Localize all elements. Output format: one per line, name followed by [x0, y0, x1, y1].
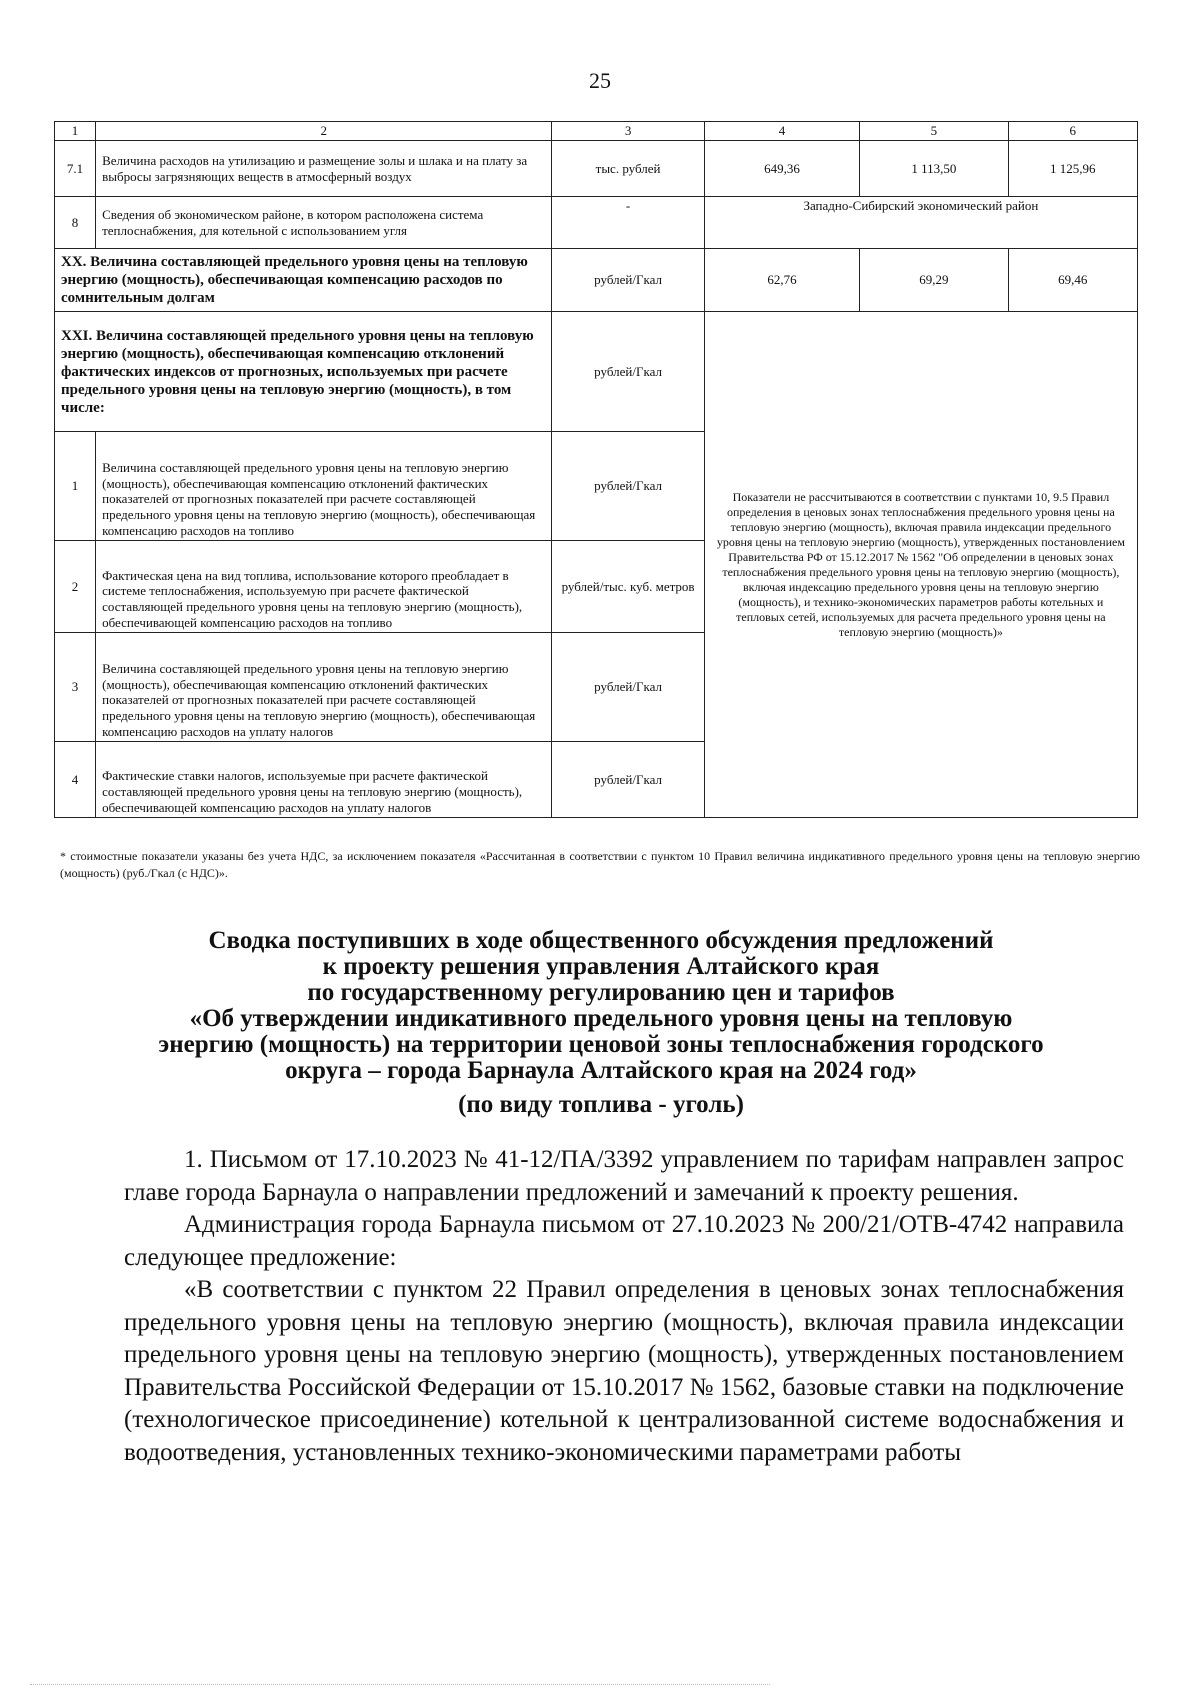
- value-cell: 1 125,96: [1008, 141, 1137, 197]
- heading-line: Сводка поступивших в ходе общественного обсуждения предложений: [208, 927, 994, 954]
- body-text: [124, 1144, 1124, 1469]
- header-cell: 3: [552, 122, 704, 141]
- paragraph: «В соответствии с пунктом 22 Правил определения в ценовых зонах теплоснабжения предельного уровня цены на тепловую энергию (мощность), включая правила индексации предельного уровня цены на тепловую энергию (мощность), утвержденных постановлением Правительства Российской Федерации от 15.10.2017 № 1562, базовые ставки на подключение (технологическое присоединение) котельной к централизованной системе водоснабжения и водоотведения, установленных технико-экономическими параметрами работы: [124, 1276, 1124, 1466]
- heading-line: по государственному регулированию цен и тарифов: [307, 979, 895, 1006]
- heading-line: к проекту решения управления Алтайского края: [322, 953, 880, 980]
- row-unit: -: [552, 197, 704, 249]
- row-unit: рублей/Гкал: [552, 249, 704, 312]
- header-cell: 1: [55, 122, 96, 141]
- heading-line: энергию (мощность) на территории ценовой зоны теплоснабжения городского: [158, 1031, 1044, 1058]
- row-label: Фактические ставки налогов, используемые при расчете фактической составляющей предельного уровня цены на тепловую энергию (мощность), обеспечивающей компенсацию расходов на уплату налогов: [96, 742, 552, 818]
- heading-line: (по виду топлива - уголь): [458, 1091, 744, 1118]
- row-number: 4: [55, 742, 96, 818]
- row-label: Сведения об экономическом районе, в котором расположена система теплоснабжения, для котельной с использованием угля: [96, 197, 552, 249]
- row-unit: рублей/Гкал: [552, 432, 704, 541]
- row-number: 1: [55, 432, 96, 541]
- table-footnote: * стоимостные показатели указаны без учета НДС, за исключением показателя «Рассчитанная в соответствии с пунктом 10 Правил величина индикативного предельного уровня цены на тепловую энергию (мощность) (руб./Гкал (с НДС)».: [60, 849, 1140, 880]
- summary-heading: [54, 928, 1148, 1118]
- header-cell: 6: [1008, 122, 1137, 141]
- row-unit: рублей/Гкал: [552, 742, 704, 818]
- section-label-xxi: XXI. Величина составляющей предельного уровня цены на тепловую энергию (мощность), обеспечивающая компенсацию отклонений фактических индексов от прогнозных, используемых при расчете предельного уровня цены на тепловую энергию (мощность), в том числе:: [55, 312, 552, 432]
- value-cell: 69,29: [860, 249, 1008, 312]
- header-cell: 4: [704, 122, 859, 141]
- table-row: [55, 249, 1138, 312]
- scan-artifact-line: [30, 1684, 770, 1686]
- row-label: Величина расходов на утилизацию и размещение золы и шлака и на плату за выбросы загрязняющих веществ в атмосферный воздух: [96, 141, 552, 197]
- row-unit: тыс. рублей: [552, 141, 704, 197]
- page-number: 25: [589, 68, 611, 93]
- section-label-xx: XX. Величина составляющей предельного уровня цены на тепловую энергию (мощность), обеспечивающая компенсацию расходов по сомнительным долгам: [55, 249, 552, 312]
- heading-line: округа – города Барнаула Алтайского края на 2024 год»: [285, 1057, 917, 1084]
- row-label: Фактическая цена на вид топлива, использование которого преобладает в системе теплоснабжения, используемую при расчете фактической составляющей предельного уровня цены на тепловую энергию (мощность), обеспечивающей компенсацию расходов на топливо: [96, 541, 552, 633]
- economic-region-cell: Западно-Сибирский экономический район: [704, 197, 1137, 249]
- paragraph: Администрация города Барнаула письмом от 27.10.2023 № 200/21/ОТВ-4742 направила следующее предложение:: [124, 1211, 1124, 1271]
- row-number: 2: [55, 541, 96, 633]
- row-number: 8: [55, 197, 96, 249]
- value-cell: 69,46: [1008, 249, 1137, 312]
- header-cell: 5: [860, 122, 1008, 141]
- table-row: [55, 197, 1138, 249]
- row-unit: рублей/Гкал: [552, 633, 704, 742]
- table-row: [55, 141, 1138, 197]
- header-cell: 2: [96, 122, 552, 141]
- value-cell: 649,36: [704, 141, 859, 197]
- not-calculated-note: Показатели не рассчитываются в соответствии с пунктами 10, 9.5 Правил определения в ценовых зонах теплоснабжения предельного уровня цены на тепловую энергию (мощность), включая правила индексации предельного уровня цены на тепловую энергию (мощность), утвержденных постановлением Правительства РФ от 15.12.2017 № 1562 "Об определении в ценовых зонах теплоснабжения предельного уровня цены на тепловую энергию (мощность), включая индексацию предельного уровня цены на тепловую энергию (мощность), и технико-экономических параметров работы котельных и тепловых сетей, используемых для расчета предельного уровня цены на тепловую энергию (мощность)»: [704, 312, 1137, 818]
- value-cell: 1 113,50: [860, 141, 1008, 197]
- row-number: 3: [55, 633, 96, 742]
- row-label: Величина составляющей предельного уровня цены на тепловую энергию (мощность), обеспечивающая компенсацию отклонений фактических показателей от прогнозных показателей при расчете составляющей предельного уровня цены на тепловую энергию (мощность), обеспечивающая компенсацию расходов на уплату налогов: [96, 633, 552, 742]
- row-unit: рублей/Гкал: [552, 312, 704, 432]
- row-unit: рублей/тыс. куб. метров: [552, 541, 704, 633]
- row-number: 7.1: [55, 141, 96, 197]
- paragraph: 1. Письмом от 17.10.2023 № 41-12/ПА/3392 управлением по тарифам направлен запрос главе города Барнаула о направлении предложений и замечаний к проекту решения.: [124, 1146, 1124, 1206]
- table-header-row: [55, 122, 1138, 141]
- table-row: [55, 312, 1138, 432]
- row-label: Величина составляющей предельного уровня цены на тепловую энергию (мощность), обеспечивающая компенсацию отклонений фактических показателей от прогнозных показателей при расчете составляющей предельного уровня цены на тепловую энергию (мощность), обеспечивающая компенсацию расходов на топливо: [96, 432, 552, 541]
- tariff-table: [54, 121, 1138, 818]
- value-cell: 62,76: [704, 249, 859, 312]
- heading-line: «Об утверждении индикативного предельного уровня цены на тепловую: [189, 1005, 1013, 1032]
